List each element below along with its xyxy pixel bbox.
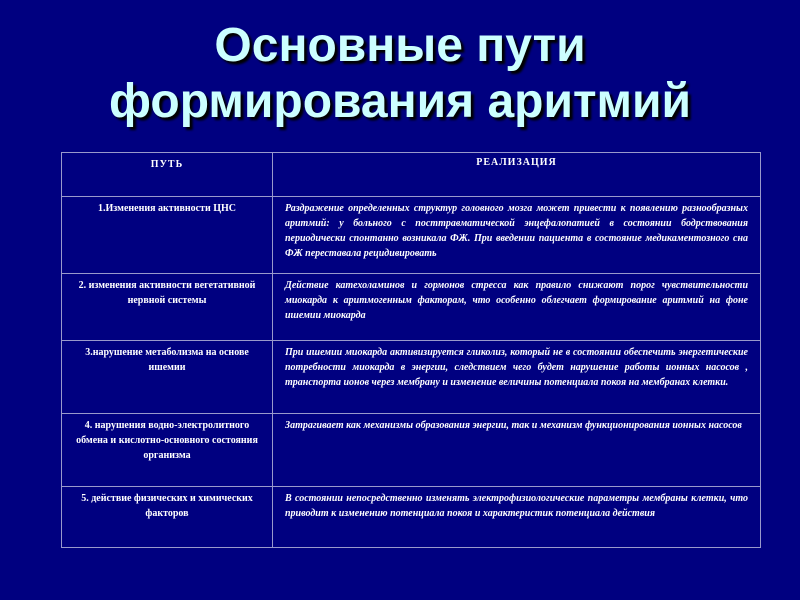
path-cell: 1.Изменения активности ЦНС <box>62 197 273 274</box>
slide-title-line-1: Основные пути <box>214 19 586 72</box>
slide-title <box>0 18 800 130</box>
arrhythmia-paths-table <box>61 152 761 548</box>
implementation-cell: В состоянии непосредственно изменять электрофизиологические параметры мембраны клетки, что приводит к изменению потенциала покоя и характеристик потенциала действия <box>273 487 761 548</box>
table-row <box>62 274 761 341</box>
table-row <box>62 197 761 274</box>
table-row <box>62 414 761 487</box>
implementation-cell: Затрагивает как механизмы образования энергии, так и механизм функционирования ионных насосов <box>273 414 761 487</box>
implementation-cell: Действие катехоламинов и гормонов стресса как правило снижают порог чувствительности миокарда к аритмогенным факторам, что особенно облегчает формирование аритмий на фоне ишемии миокарда <box>273 274 761 341</box>
table-row <box>62 487 761 548</box>
implementation-cell: При ишемии миокарда активизируется гликолиз, который не в состоянии обеспечить энергетические потребности миокарда в энергии, следствием чего будет нарушение работы ионных насосов , транспорта ионов через мембрану и изменение величины потенциала покоя на мембранах клетки. <box>273 341 761 414</box>
slide-title-line-2: формирования аритмий <box>109 75 691 128</box>
table-row <box>62 341 761 414</box>
implementation-cell: Раздражение определенных структур головного мозга может привести к появлению разнообразных аритмий: у больного с посттравматической энцефалопатией в состоянии бодрствования периодически спонтанно возникала ФЖ. При введении пациента в состояние медикаментозного сна ФЖ переставала рецидивировать <box>273 197 761 274</box>
table-header-row <box>62 153 761 197</box>
path-cell: 2. изменения активности вегетативной нервной системы <box>62 274 273 341</box>
path-cell: 4. нарушения водно-электролитного обмена и кислотно-основного состояния организма <box>62 414 273 487</box>
path-cell: 5. действие физических и химических факторов <box>62 487 273 548</box>
path-cell: 3.нарушение метаболизма на основе ишемии <box>62 341 273 414</box>
header-implementation: РЕАЛИЗАЦИЯ <box>273 153 761 197</box>
header-path: ПУТЬ <box>62 153 273 197</box>
